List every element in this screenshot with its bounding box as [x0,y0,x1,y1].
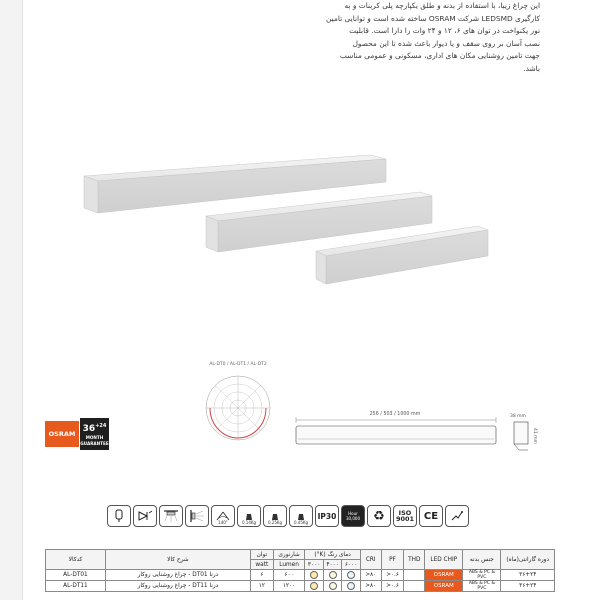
cell-cri: >۸۰ [360,581,381,592]
warranty-badge [80,418,109,450]
description-line: جهت تامین روشنایی مکان های اداری، مسکونی و عمومی مناسب [339,51,540,61]
header-power: توان [250,550,273,560]
ip-rating-text: IP30 [317,511,337,521]
ce-text: CE [423,510,439,522]
weight-caption: 0.45Kg [293,520,309,525]
cell-pf: >۰.۶ [381,581,404,592]
beam-angle-icon [211,505,235,527]
cell-power: ۶ [250,570,273,581]
cell-flux: ۶۰۰ [273,570,305,581]
ce-icon [419,505,443,527]
warranty-plus: +24 [95,423,107,429]
wall-mount-icon [185,505,209,527]
cct-3000-dot [305,581,324,592]
warranty-guarantee-label: GUARANTEE [80,440,109,446]
header-body: جنس بدنه [463,550,501,570]
header-cct-3000: ۳۰۰۰ [305,560,324,570]
ceiling-mount-icon [159,505,183,527]
cell-code: AL-DT01 [46,570,106,581]
cct-3000-dot [305,570,324,581]
lifetime-icon [341,505,365,527]
table-row [46,581,555,592]
warranty-icon [445,505,469,527]
header-cct-4000: ۴۰۰۰ [323,560,342,570]
feature-icons [107,505,469,527]
cell-description: درنا DT11 - چراغ روشنایی روکار [105,581,250,592]
cct-6000-dot [342,581,361,592]
cell-flux: ۱۲۰۰ [273,581,305,592]
weight-icon-2 [263,505,287,527]
warranty-number: 36 [82,424,96,434]
ip-rating-icon [315,505,339,527]
header-cri: CRI [360,550,381,570]
cell-cri: >۸۰ [360,570,381,581]
iso-text: ISO 9001 [395,508,415,523]
side-view-drawing [290,404,540,454]
cell-thd [404,570,425,581]
description-line: باشد. [523,63,540,73]
cell-chip: OSRAM [425,570,463,581]
cell-body: ABS & PC & PVC [463,581,501,592]
header-warranty: دوره گارانتی(ماه) [501,550,555,570]
cct-6000-dot [342,570,361,581]
cell-warranty: ۳۶+۲۴ [501,570,555,581]
header-pf: PF [381,550,404,570]
recycle-icon: ♻ [367,505,391,527]
cell-description: درنا DT01 - چراغ روشنایی روکار [105,570,250,581]
header-flux: شارنوری [273,550,305,560]
photometric-label: AL-DT0 / AL-DT1 / AL-DT2 [209,362,267,367]
description-line: این چراغ زیبا، با استفاده از بدنه و طلق یکپارچه پلی کربنات و به [344,1,540,10]
depth-dimension: 41 mm [532,428,537,444]
osram-logo [45,421,79,447]
weight-icon-1 [237,505,261,527]
weight-caption: 0.25Kg [267,520,283,525]
driver-icon [107,505,131,527]
cell-power: ۱۲ [250,581,273,592]
weight-caption: 0.14Kg [241,520,257,525]
description-line: نور یکنواخت در توان های ۶، ۱۲ و ۲۴ وات را دارا است. قابلیت [349,26,540,36]
beam-angle-caption: 140° [218,520,228,525]
spec-table [45,549,555,592]
cell-chip: OSRAM [425,581,463,592]
header-code: کدکالا [46,550,106,570]
table-row [46,570,555,581]
header-led-chip: LED CHIP [425,550,463,570]
header-power-unit: watt [250,560,273,570]
iso-icon [393,505,417,527]
table-header-row [46,550,555,560]
header-cct-6000: ۶۰۰۰ [342,560,361,570]
cell-warranty: ۳۶+۲۴ [501,581,555,592]
cell-code: AL-DT11 [46,581,106,592]
lifetime-text: Hour 30,000 [346,511,360,521]
header-flux-unit: Lumen [273,560,305,570]
warranty-months [80,420,109,435]
weight-icon-3 [289,505,313,527]
osram-logo-text: OSRAM [48,430,76,438]
height-dimension: 38 mm [510,414,526,419]
description-line: کارگیری LEDSMD شرکت OSRAM ساخته شده است و توانایی تامین [326,13,540,23]
warranty-month-label: MONTH [85,435,104,440]
header-cct: دمای رنگ (K°) [305,550,361,560]
cell-thd [404,581,425,592]
cell-pf: >۰.۶ [381,570,404,581]
description-line: نصب آسان بر روی سقف و یا دیوار باعث شده تا این محصول [352,38,540,48]
led-icon [133,505,157,527]
cct-4000-dot [323,581,342,592]
cell-body: ABS & PC & PVC [463,570,501,581]
cct-4000-dot [323,570,342,581]
header-description: شرح کالا [105,550,250,570]
header-thd: THD [404,550,425,570]
polar-curve-icon [204,374,272,442]
length-dimension: 256 / 503 / 1000 mm [369,412,421,417]
